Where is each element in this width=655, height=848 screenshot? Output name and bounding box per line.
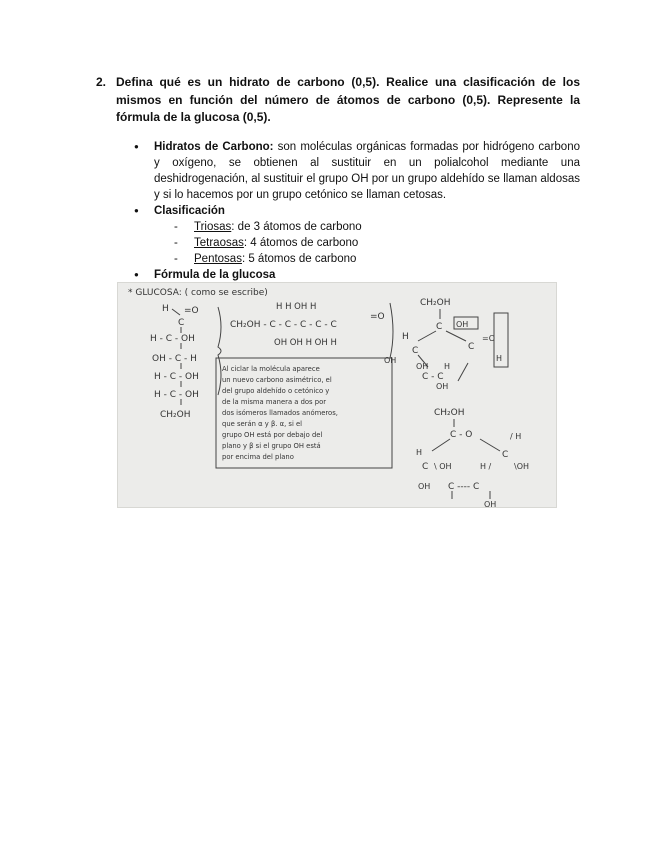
svg-text:OH - C - H: OH - C - H	[152, 354, 197, 364]
definition-item	[134, 139, 580, 203]
ring-bottom-label: CH₂OH	[434, 408, 465, 418]
note-line: del grupo aldehído o cetónico y	[222, 387, 330, 395]
horizontal-chain-sketch	[230, 302, 393, 358]
question-2	[96, 74, 580, 127]
svg-text:H H OH H: H H OH H	[276, 302, 317, 312]
svg-text:H: H	[416, 448, 423, 457]
note-line: plano y β si el grupo OH está	[222, 442, 321, 450]
note-text	[222, 365, 338, 461]
svg-text:H - C - OH: H - C - OH	[154, 372, 199, 382]
svg-text:C: C	[468, 342, 475, 352]
svg-text:H: H	[444, 362, 451, 371]
svg-text:OH: OH	[418, 482, 431, 491]
class-desc: : 4 átomos de carbono	[243, 237, 359, 249]
class-desc: : 5 átomos de carbono	[241, 253, 357, 265]
svg-text:C ---- C: C ---- C	[448, 482, 480, 492]
chain-end-label: CH₂OH	[160, 410, 191, 420]
svg-text:/ H: / H	[510, 432, 522, 441]
svg-text:=O: =O	[370, 312, 385, 322]
formula-heading: ● Fórmula de la glucosa	[154, 269, 276, 281]
svg-text:C: C	[436, 322, 443, 332]
svg-text:OH: OH	[416, 362, 429, 371]
svg-text:H - C - OH: H - C - OH	[150, 334, 195, 344]
note-line: un nuevo carbono asimétrico, el	[222, 376, 332, 384]
handwritten-glucose-photo	[117, 282, 557, 508]
bottom-ring-sketch	[416, 408, 529, 509]
ring-top-label: CH₂OH	[420, 298, 451, 308]
handwriting-sketch	[118, 283, 558, 509]
svg-text:C: C	[502, 450, 509, 460]
svg-text:\ OH: \ OH	[434, 462, 452, 471]
svg-text:H: H	[162, 304, 169, 314]
class-name-triosas: Triosas	[194, 221, 232, 233]
svg-text:C: C	[178, 318, 185, 328]
list-item	[174, 251, 580, 267]
svg-text:=O: =O	[184, 306, 199, 316]
svg-text:H: H	[496, 354, 503, 363]
svg-text:C: C	[422, 462, 429, 472]
classification-list	[154, 219, 580, 267]
svg-text:CH₂OH - C - C - C - C - C: CH₂OH - C - C - C - C - C	[230, 320, 337, 330]
class-desc: : de 3 átomos de carbono	[231, 221, 362, 233]
formula-item	[134, 267, 580, 283]
handwriting-title: * GLUCOSA: ( como se escribe)	[128, 288, 268, 298]
svg-text:OH: OH	[484, 500, 497, 509]
list-item	[174, 235, 580, 251]
note-line: de la misma manera a dos por	[222, 398, 327, 406]
classification-item	[134, 203, 580, 267]
definition-text: son moléculas orgánicas formadas por hidrógeno carbono y oxígeno, se obtienen al sustituir en un polialcohol mediante una deshidrogenación, al sustituir el grupo OH por un grupo aldehído se llaman aldosas y si lo hacemos por un grupo cetónico se llaman cetosas.	[154, 141, 580, 201]
svg-text:\OH: \OH	[514, 462, 530, 471]
svg-text:C: C	[412, 346, 419, 356]
definition-term: Hidratos de Carbono:	[154, 141, 274, 153]
svg-text:OH: OH	[384, 356, 397, 365]
svg-text:OH: OH	[436, 382, 449, 391]
open-chain-sketch	[150, 304, 221, 420]
svg-text:H - C - OH: H - C - OH	[154, 390, 199, 400]
note-line: que serán α y β. α, si el	[222, 420, 303, 428]
question-number: 2.	[96, 75, 107, 89]
svg-text:OH: OH	[456, 320, 469, 329]
note-line: grupo OH está por debajo del	[222, 431, 323, 439]
note-line: por encima del plano	[222, 453, 294, 461]
answer-list	[134, 139, 580, 283]
svg-text:OH OH H OH H: OH OH H OH H	[274, 338, 337, 348]
note-line: Al ciclar la molécula aparece	[222, 365, 320, 373]
question-text: Defina qué es un hidrato de carbono (0,5). Realice una clasificación de los mismos en función del número de átomos de carbono (0,5). Represente la fórmula de la glucosa (0,5).	[116, 75, 580, 124]
svg-text:H /: H /	[480, 462, 492, 471]
class-name-pentosas: Pentosas	[194, 253, 242, 265]
svg-text:H: H	[402, 332, 409, 342]
classification-heading: ● Clasificación	[154, 205, 225, 217]
svg-text:=O: =O	[482, 334, 495, 343]
svg-text:C - C: C - C	[422, 372, 444, 382]
svg-text:C - O: C - O	[450, 430, 473, 440]
list-item	[174, 219, 580, 235]
top-ring-sketch	[384, 298, 508, 391]
class-name-tetraosas: Tetraosas	[194, 237, 244, 249]
note-line: dos isómeros llamados anómeros,	[222, 409, 338, 417]
